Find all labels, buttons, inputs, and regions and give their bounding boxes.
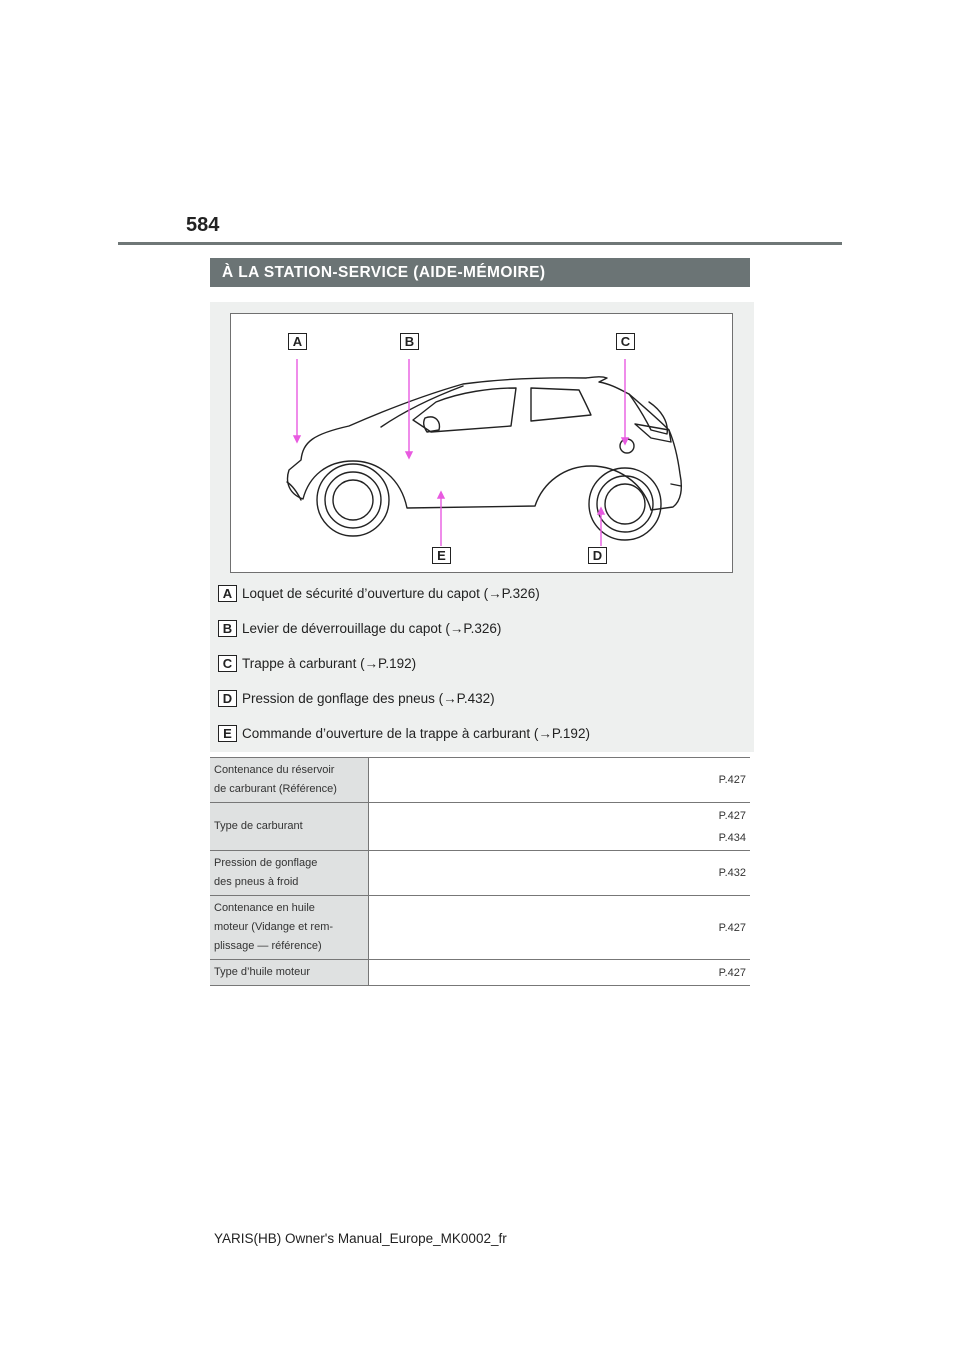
callout-b: B <box>400 333 419 350</box>
rear-wheel-outer <box>589 468 661 540</box>
footer-text: YARIS(HB) Owner's Manual_Europe_MK0002_fr <box>214 1231 507 1246</box>
label-line: plissage — référence) <box>214 940 322 952</box>
legend-item <box>218 724 748 759</box>
legend-text: Commande d’ouverture de la trappe à carburant (→P.192) <box>242 726 590 741</box>
page-reference: P.434 <box>718 831 746 844</box>
car-diagram <box>230 313 733 573</box>
label-line: moteur (Vidange et rem- <box>214 921 334 933</box>
table-row <box>210 851 750 896</box>
label-line: Type d’huile moteur <box>214 966 310 978</box>
row-label <box>210 896 369 960</box>
label-line: Type de carburant <box>214 820 303 832</box>
label-line: Contenance du réservoir <box>214 764 335 776</box>
label-line: Contenance en huile <box>214 902 315 914</box>
legend-key: A <box>218 585 237 602</box>
side-mirror <box>424 417 440 432</box>
legend-item <box>218 689 748 724</box>
page-reference: P.427 <box>718 774 746 786</box>
legend-item <box>218 584 748 619</box>
legend-item <box>218 654 748 689</box>
label-line: de carburant (Référence) <box>214 783 337 795</box>
page-reference: P.427 <box>718 921 746 934</box>
page-number: 584 <box>186 214 220 236</box>
legend-text: Trappe à carburant (→P.192) <box>242 656 417 671</box>
legend-key: B <box>218 620 237 637</box>
page-reference: P.427 <box>718 966 746 979</box>
table-row <box>210 896 750 960</box>
row-label <box>210 960 369 986</box>
table-row <box>210 803 750 851</box>
front-wheel-outer <box>317 464 389 536</box>
car-body-outline <box>288 377 682 510</box>
windshield-line <box>381 386 463 427</box>
table-row <box>210 758 750 803</box>
row-label <box>210 803 369 851</box>
section-title: À LA STATION-SERVICE (AIDE-MÉMOIRE) <box>210 258 750 287</box>
row-label <box>210 851 369 896</box>
callout-c: C <box>616 333 635 350</box>
legend-text: Levier de déverrouillage du capot (→P.326) <box>242 621 502 636</box>
table-row <box>210 960 750 986</box>
legend-text: Pression de gonflage des pneus (→P.432) <box>242 691 495 706</box>
front-wheel-hub <box>333 480 373 520</box>
diagram-legend <box>218 584 748 759</box>
row-value <box>369 758 751 803</box>
car-illustration <box>231 314 734 574</box>
rear-bumper <box>671 484 681 486</box>
legend-item <box>218 619 748 654</box>
row-label <box>210 758 369 803</box>
legend-text: Loquet de sécurité d’ouverture du capot (→P.326) <box>242 586 540 601</box>
callout-a: A <box>288 333 307 350</box>
callout-d: D <box>588 547 607 564</box>
page-reference: P.432 <box>718 867 746 879</box>
row-value <box>369 803 751 851</box>
row-value <box>369 851 751 896</box>
legend-key: C <box>218 655 237 672</box>
page-reference: P.427 <box>718 809 746 822</box>
callout-e: E <box>432 547 451 564</box>
row-value <box>369 896 751 960</box>
row-value <box>369 960 751 986</box>
legend-key: E <box>218 725 237 742</box>
rear-window <box>531 388 591 421</box>
label-line: Pression de gonflage <box>214 857 318 869</box>
front-bumper <box>287 482 301 500</box>
top-divider <box>118 242 842 245</box>
rear-wheel-hub <box>605 484 645 524</box>
reference-table <box>210 757 750 986</box>
label-line: des pneus à froid <box>214 876 299 888</box>
legend-key: D <box>218 690 237 707</box>
